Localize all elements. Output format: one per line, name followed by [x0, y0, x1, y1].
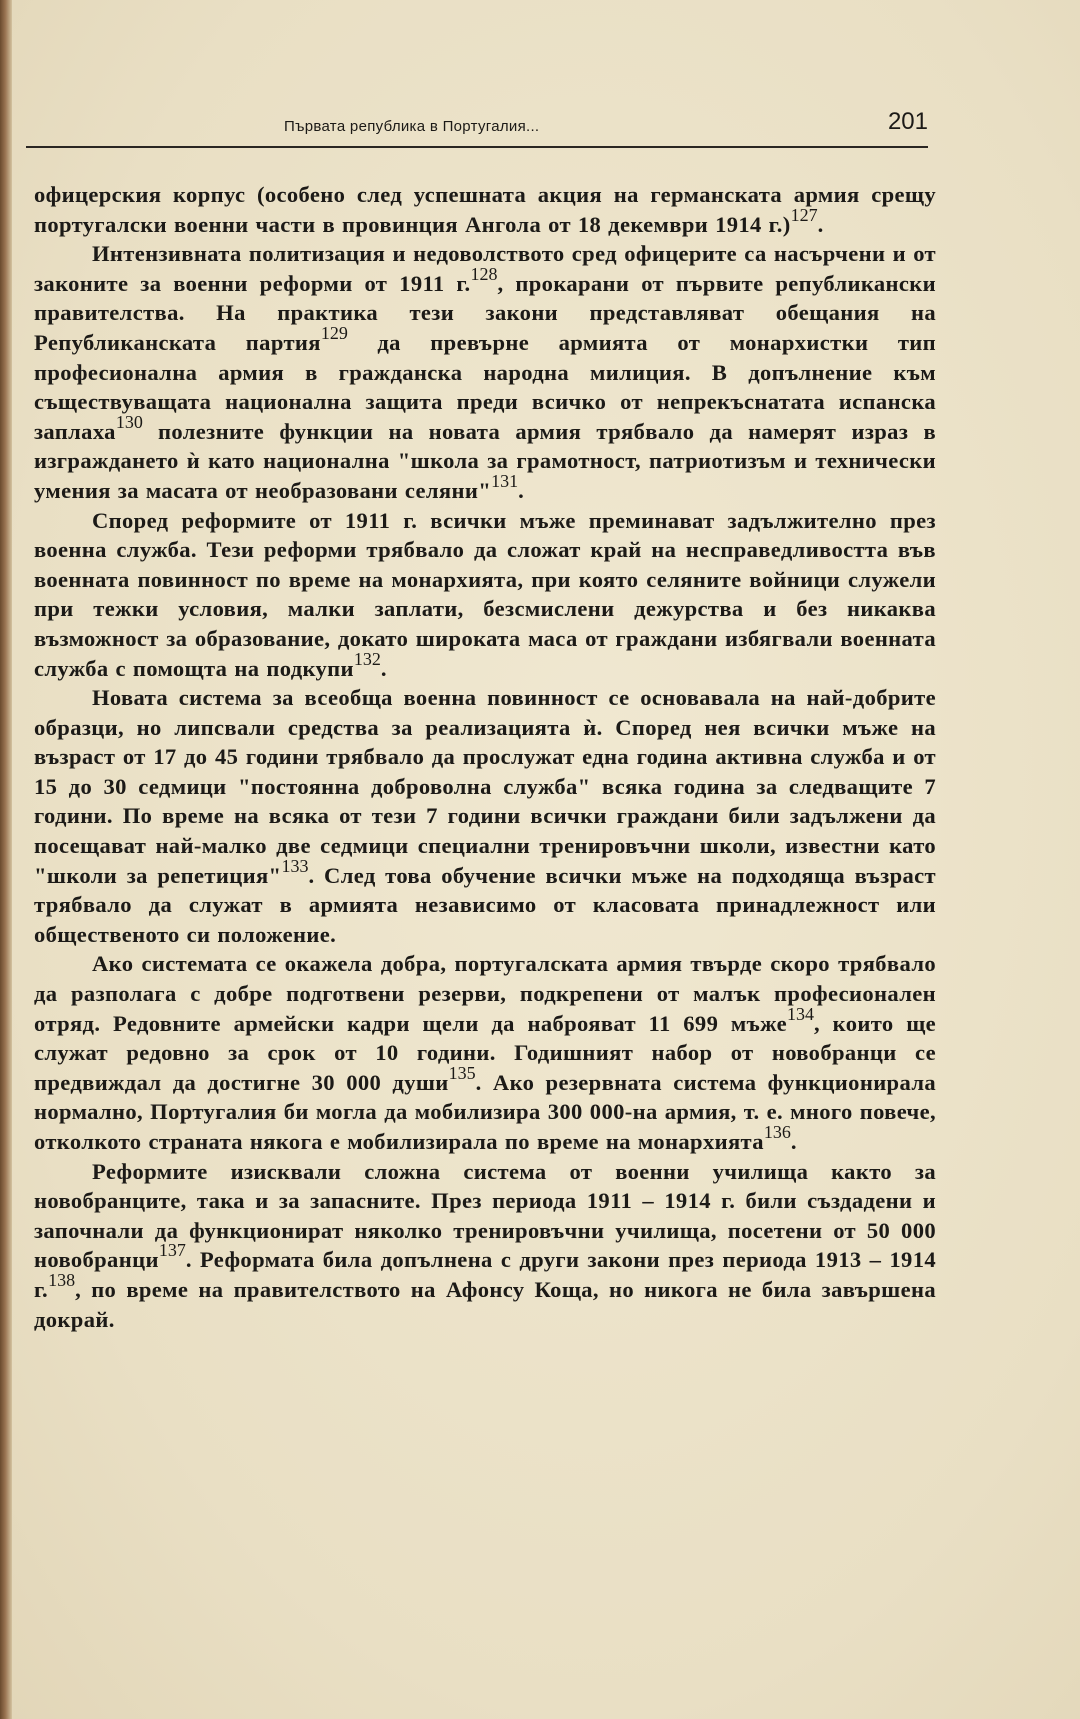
footnote-ref: 138 — [48, 1269, 76, 1290]
text-run: Ако системата се окажела добра, португалската армия твърде скоро трябвало да разполага с добре подготвени резерви, подкрепени от малък професионален отряд. Редовните армейски кадри щели да наброяват 11 699 мъже — [34, 951, 936, 1036]
text-run: полезните функции на новата армия трябвало да намерят израз в изграждането ѝ като национална "школа за грамотност, патриотизъм и технически умения за масата от необразовани селяни" — [34, 418, 936, 503]
paragraph — [34, 180, 936, 239]
text-run: . — [790, 1129, 797, 1154]
footnote-ref: 130 — [115, 411, 143, 432]
paragraph — [34, 1157, 936, 1335]
text-run: Новата система за всеобща военна повинност се основавала на най-добрите образци, но липсвали средства за реализацията ѝ. Според нея всички мъже на възраст от 17 до 45 години трябвало да прослужат една година активна служба и от 15 до 30 седмици "постоянна доброволна служба" всяка година за следващите 7 години. По време на всяка от тези 7 години всички граждани били задължени да посещават най-малко две седмици специални тренировъчни школи, известни като "школи за репетиция" — [34, 685, 936, 888]
paragraph — [34, 239, 936, 505]
text-run: . Реформата била допълнена с други закони през периода 1913 – 1914 г. — [34, 1247, 936, 1302]
paragraph — [34, 949, 936, 1156]
text-run: Според реформите от 1911 г. всички мъже преминават задължително през военна служба. Тези реформи трябвало да сложат край на несправедливостта във военната повинност по време на монархията, при която селяните войници служели при тежки условия, малки заплати, безсмислени дежурства и без никаква възможност за образование, докато широката маса от граждани избягвали военната служба с помощта на подкупи — [34, 507, 936, 681]
text-run: . След това обучение всички мъже на подходяща възраст трябвало да служат в армията независимо от класовата принадлежност или общественото си положение. — [34, 862, 936, 947]
footnote-ref: 137 — [158, 1240, 186, 1261]
footnote-ref: 132 — [353, 648, 381, 669]
running-header — [26, 108, 930, 144]
paragraph — [34, 683, 936, 949]
footnote-ref: 128 — [470, 263, 498, 284]
body-text — [34, 180, 936, 1334]
text-run: , които ще служат редовно за срок от 10 години. Годишният набор от новобранци се предвиждал да достигне 30 000 души — [34, 1010, 936, 1095]
paragraph — [34, 506, 936, 684]
text-run: . — [380, 655, 387, 681]
footnote-ref: 131 — [491, 470, 519, 491]
text-run: . — [817, 211, 824, 237]
text-run: да превърне армията от монархистки тип професионална армия в гражданска народна милиция. В допълнение към съществуващата национална защита преди всичко от непрекъснатата испанска заплаха — [34, 329, 936, 444]
footnote-ref: 133 — [281, 855, 309, 876]
text-run: , прокарани от първите републикански правителства. На практика тези закони представляват обещания на Републиканската партия — [34, 270, 937, 355]
footnote-ref: 135 — [448, 1062, 476, 1083]
footnote-ref: 129 — [320, 322, 348, 343]
text-run: Реформите изисквали сложна система от военни училища както за новобранците, така и за запасните. През периода 1911 – 1914 г. били създадени и започнали да функционират няколко тренировъчни училища, посетени от 50 000 новобранци — [34, 1158, 936, 1273]
header-rule — [26, 146, 928, 148]
footnote-ref: 127 — [790, 204, 818, 225]
running-title: Първата република в Португалия... — [284, 118, 540, 135]
text-run: , по време на правителството на Афонсу Коща, но никога не била завършена докрай. — [34, 1276, 936, 1332]
text-run: офицерския корпус (особено след успешната акция на германската армия срещу португалски военни части в провинция Ангола от 18 декември 1914 г.) — [34, 182, 936, 237]
text-run: . Ако резервната система функционирала нормално, Португалия би могла да мобилизира 300 000-на армия, т. е. много повече, отколкото страната някога е мобилизирала по време на монархията — [34, 1069, 936, 1154]
footnote-ref: 134 — [786, 1003, 814, 1024]
text-run: . — [518, 477, 525, 503]
book-binding-edge — [0, 0, 12, 1719]
text-run: Интензивната политизация и недоволството сред офицерите са насърчени и от законите за военни реформи от 1911 г. — [34, 241, 936, 296]
page-number: 201 — [887, 108, 928, 135]
footnote-ref: 136 — [763, 1122, 791, 1142]
